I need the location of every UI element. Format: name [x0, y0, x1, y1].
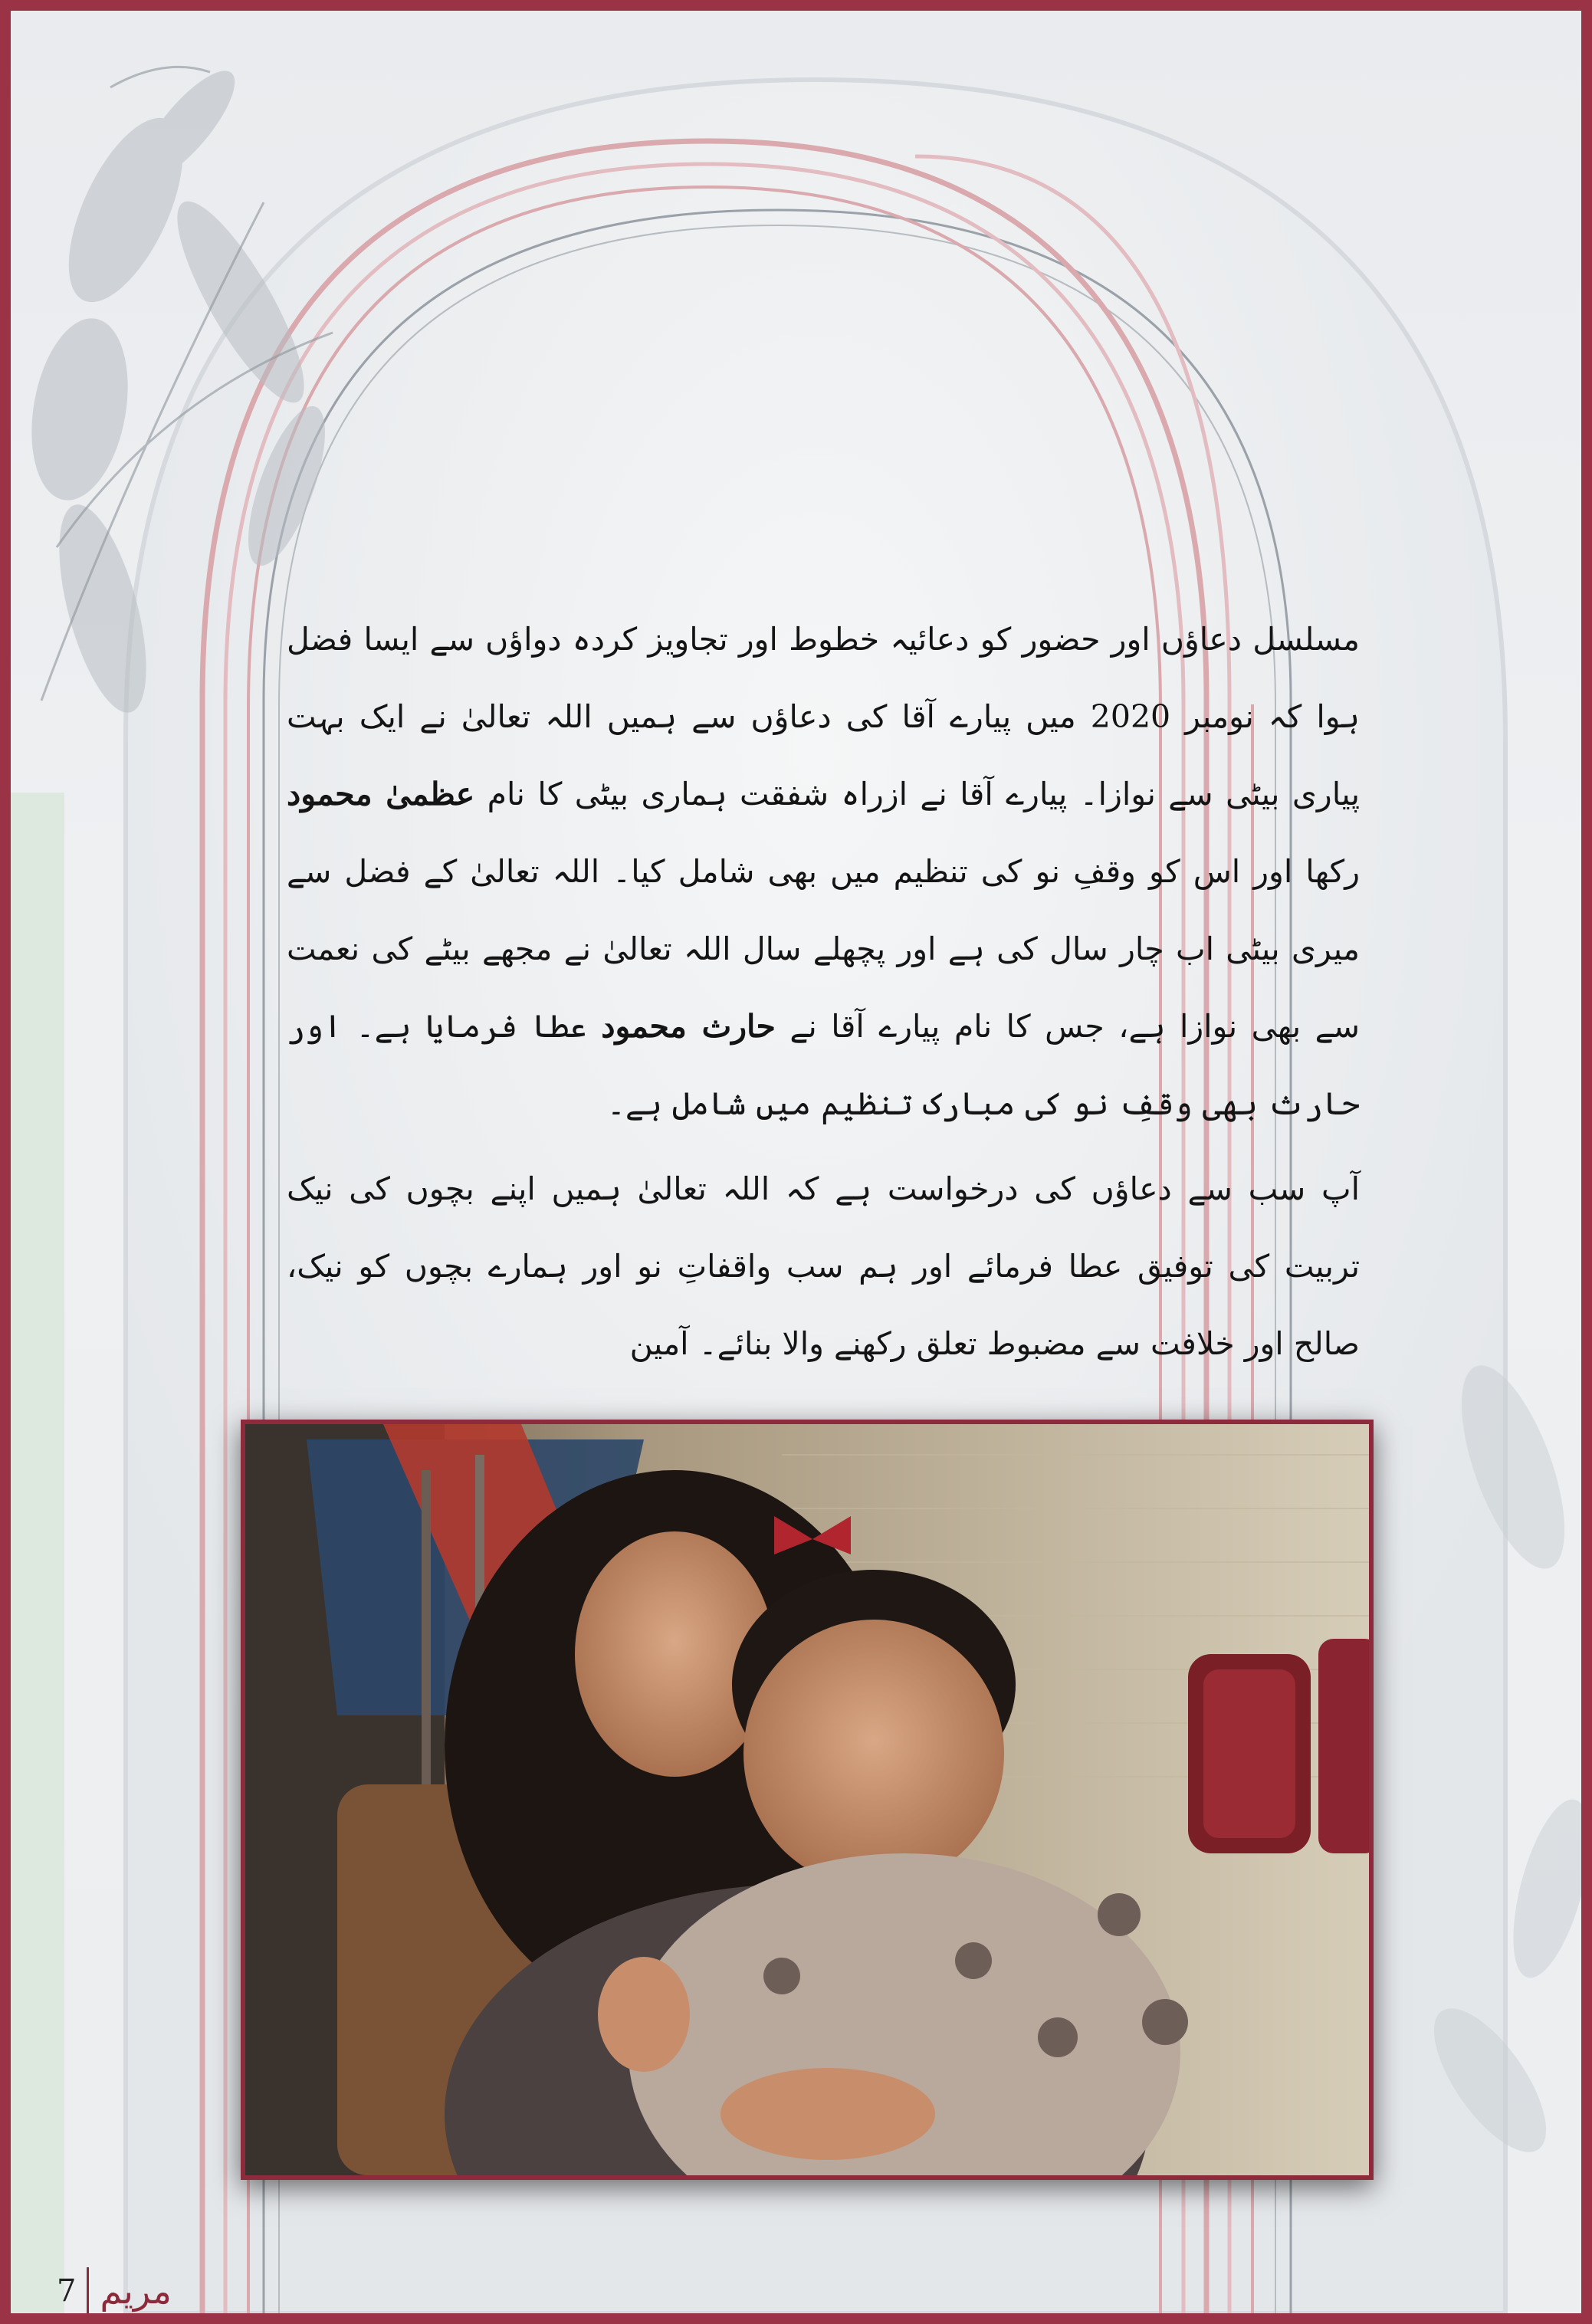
photo-frame: [241, 1420, 1374, 2180]
paragraph-2: [287, 1151, 1360, 1383]
page-footer: [57, 2260, 172, 2313]
line: مسلسل دعاؤں اور حضور کو دعائیہ خطوط اور تجاویز کردہ دواؤں سے ایسا فضل ہوا کہ نومبر 2020 میں: [287, 621, 1360, 735]
son-name: حارث محمود: [601, 1008, 776, 1045]
footer-divider: [87, 2267, 89, 2313]
paragraph-1: [287, 601, 1360, 1143]
line: پیارے آقا نے: [775, 1008, 940, 1045]
line: میری بیٹی اب چار سال کی ہے اور پچھلے سال اللہ تعالیٰ نے مجھے بیٹے کی نعمت سے بھی نوازا ہے، جس کا نام: [287, 931, 1360, 1045]
line: رکھا اور اس کو وقفِ نو کی تنظیم میں بھی شامل کیا۔ اللہ تعالیٰ کے فضل سے: [287, 853, 1360, 890]
article-body: [287, 601, 1360, 1390]
magazine-page: [11, 11, 1581, 2313]
line: آپ سب سے دعاؤں کی درخواست ہے کہ اللہ تعالیٰ ہمیں اپنے بچوں کی نیک تربیت کی توفیق عطا فرمائے: [287, 1170, 1360, 1285]
line: ہماری بیٹی کا نام: [474, 776, 727, 812]
line: پیارے آقا کی دعاؤں سے ہمیں اللہ تعالیٰ نے ایک بہت پیاری بیٹی سے نوازا۔ پیارے آقا نے ازراہ شفقت: [287, 698, 1360, 812]
line: عطا فرمایا ہے۔ اور حارث بھی وقفِ نو کی مبارک تنظیم میں شامل ہے۔: [287, 1008, 1360, 1122]
photo: [245, 1424, 1369, 2175]
daughter-name: عظمیٰ محمود: [287, 776, 475, 812]
line: اور ہم سب واقفاتِ نو اور ہمارے بچوں کو نیک، صالح اور خلافت سے مضبوط تعلق رکھنے والا بنائے۔ آمین: [287, 1248, 1360, 1362]
magazine-name: مریم: [100, 2270, 172, 2312]
page-number: 7: [57, 2273, 77, 2309]
photo-illustration: [245, 1424, 1369, 2175]
